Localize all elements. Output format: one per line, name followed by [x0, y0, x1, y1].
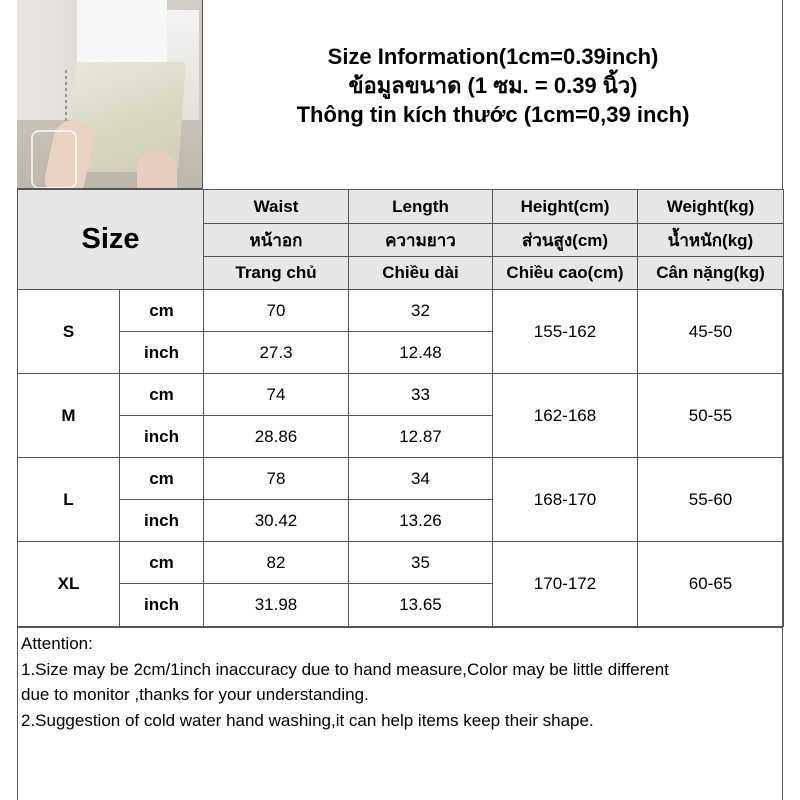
length-cm: 34	[349, 458, 493, 500]
col-header-length-thai: ความยาว	[349, 224, 493, 257]
waist-inch: 30.42	[204, 500, 349, 542]
note-line-1a: 1.Size may be 2cm/1inch inaccuracy due to hand measure,Color may be little different	[21, 659, 669, 679]
col-header-weight-vietnamese: Cân nặng(kg)	[638, 257, 784, 290]
unit-inch: inch	[120, 332, 204, 374]
length-inch: 13.26	[349, 500, 493, 542]
table-row	[18, 374, 784, 416]
unit-cm: cm	[120, 374, 204, 416]
size-label-m: M	[18, 374, 120, 458]
note-line-1b: due to monitor ,thanks for your understanding.	[21, 685, 369, 704]
height-range: 162-168	[493, 374, 638, 458]
product-photo	[17, 0, 203, 189]
height-range: 155-162	[493, 290, 638, 374]
title-vietnamese: Thông tin kích thước (1cm=0,39 inch)	[296, 102, 690, 127]
col-header-length-vietnamese: Chiều dài	[349, 257, 493, 290]
col-header-waist-vietnamese: Trang chủ	[204, 257, 349, 290]
size-table	[17, 189, 784, 627]
col-header-waist: Waist	[204, 190, 349, 224]
note-line-2: 2.Suggestion of cold water hand washing,it can help items keep their shape.	[21, 710, 594, 730]
header-row-english	[18, 190, 784, 224]
waist-cm: 82	[204, 542, 349, 584]
waist-inch: 27.3	[204, 332, 349, 374]
unit-cm: cm	[120, 542, 204, 584]
attention-heading: Attention:	[21, 634, 93, 653]
col-header-weight-thai: น้ำหนัก(kg)	[638, 224, 784, 257]
unit-cm: cm	[120, 290, 204, 332]
weight-range: 50-55	[638, 374, 784, 458]
height-range: 168-170	[493, 458, 638, 542]
col-header-height-vietnamese: Chiều cao(cm)	[493, 257, 638, 290]
weight-range: 60-65	[638, 542, 784, 627]
table-row	[18, 542, 784, 584]
waist-cm: 78	[204, 458, 349, 500]
size-header: Size	[18, 190, 204, 290]
length-inch: 12.87	[349, 416, 493, 458]
size-label-s: S	[18, 290, 120, 374]
length-inch: 13.65	[349, 584, 493, 627]
table-row	[18, 458, 784, 500]
unit-inch: inch	[120, 416, 204, 458]
col-header-height: Height(cm)	[493, 190, 638, 224]
height-range: 170-172	[493, 542, 638, 627]
size-information-title	[203, 42, 783, 129]
length-cm: 35	[349, 542, 493, 584]
waist-inch: 31.98	[204, 584, 349, 627]
length-cm: 33	[349, 374, 493, 416]
weight-range: 45-50	[638, 290, 784, 374]
waist-inch: 28.86	[204, 416, 349, 458]
title-english: Size Information(1cm=0.39inch)	[327, 44, 659, 69]
waist-cm: 74	[204, 374, 349, 416]
table-row	[18, 290, 784, 332]
waist-cm: 70	[204, 290, 349, 332]
size-label-xl: XL	[18, 542, 120, 627]
length-cm: 32	[349, 290, 493, 332]
col-header-waist-thai: หน้าอก	[204, 224, 349, 257]
length-inch: 12.48	[349, 332, 493, 374]
unit-cm: cm	[120, 458, 204, 500]
size-label-l: L	[18, 458, 120, 542]
col-header-weight: Weight(kg)	[638, 190, 784, 224]
title-thai: ข้อมูลขนาด (1 ซม. = 0.39 นิ้ว)	[348, 73, 638, 98]
weight-range: 55-60	[638, 458, 784, 542]
unit-inch: inch	[120, 584, 204, 627]
attention-notes	[17, 627, 783, 800]
col-header-height-thai: ส่วนสูง(cm)	[493, 224, 638, 257]
col-header-length: Length	[349, 190, 493, 224]
unit-inch: inch	[120, 500, 204, 542]
